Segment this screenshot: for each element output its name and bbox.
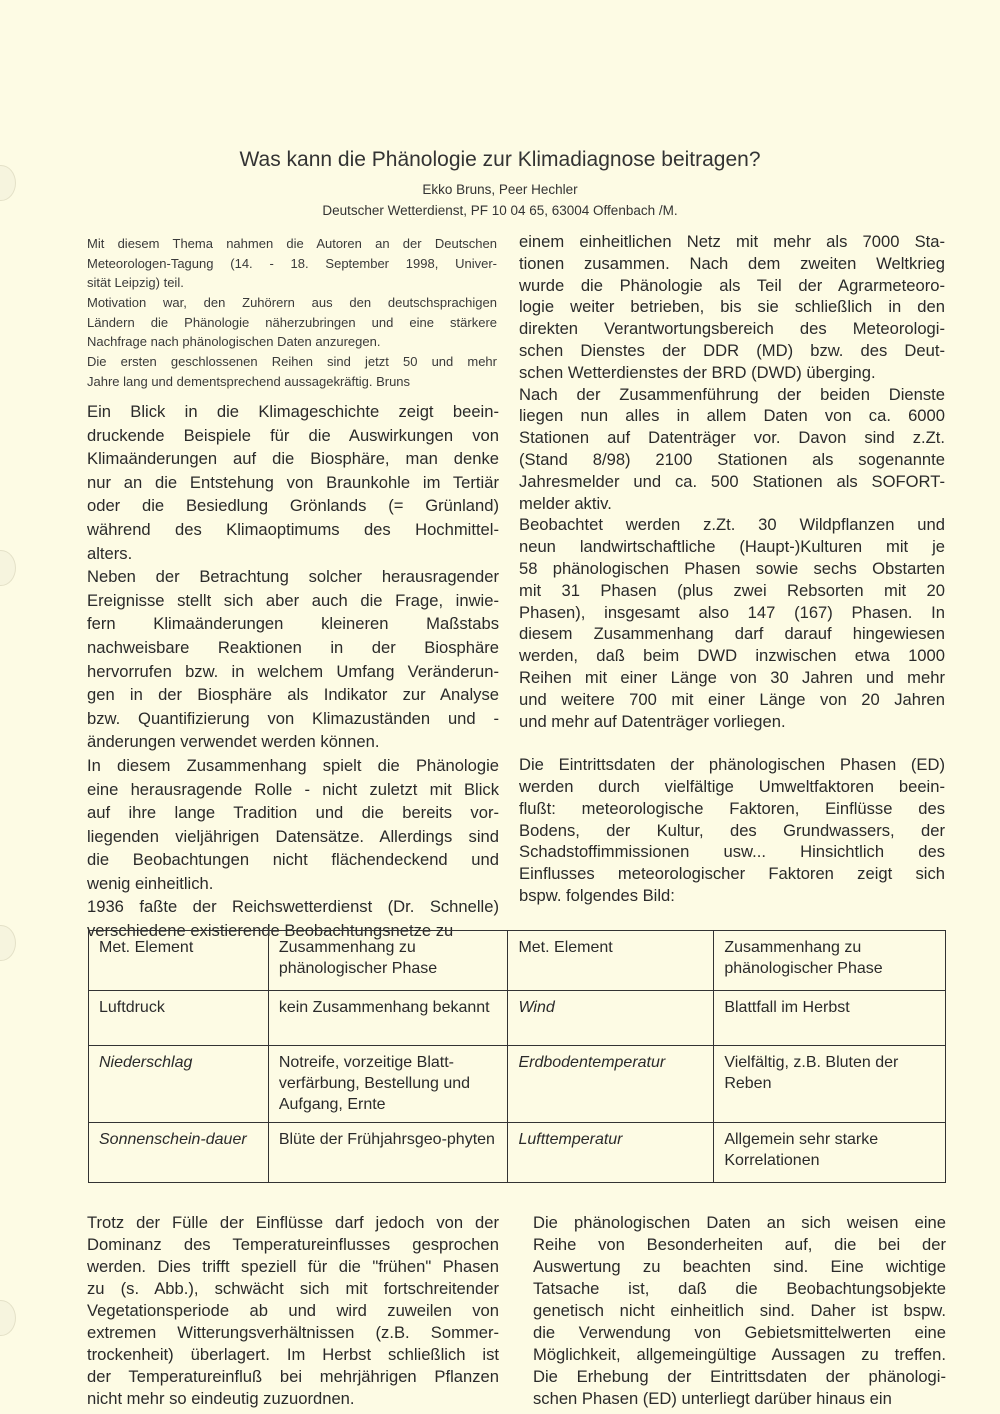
text-line: Die phänologischen Daten an sich weisen eine	[533, 1213, 946, 1232]
text-line: und mehr auf Datenträger vorliegen.	[519, 711, 786, 731]
table-cell: Niederschlag	[89, 1046, 269, 1123]
text-line: Auswertung zu beachten sind. Eine wichtige	[533, 1257, 946, 1276]
text-line: nachweisbare Reaktionen in der Biosphäre	[87, 637, 499, 657]
text-line: Reihe von Besonderheiten auf, die bei der	[533, 1235, 946, 1254]
text-line: änderungen verwendet werden können.	[87, 732, 380, 752]
bottom-right-column	[533, 1212, 946, 1410]
text-line: sität Leipzig) teil.	[87, 275, 184, 291]
table-header: Zusammenhang zu phänologischer Phase	[268, 931, 508, 991]
text-line: Dominanz des Temperatureinflusses gesprochen	[87, 1235, 499, 1254]
text-line: alters.	[87, 543, 133, 563]
text-line: wurde die Phänologie als Teil der Agrarmeteoro-	[519, 275, 945, 295]
text-line: Nach der Zusammenführung der beiden Dienste	[519, 384, 945, 404]
bottom-left-column	[87, 1212, 499, 1410]
text-line: Nachfrage nach phänologischen Daten anzuregen.	[87, 334, 381, 350]
text-line: druckende Beispiele für die Auswirkungen von	[87, 425, 499, 445]
text-line: Die Erhebung der Eintrittsdaten der phänologi-	[533, 1367, 946, 1386]
text-line: mit 31 Phasen (plus zwei Rebsorten mit 20	[519, 580, 945, 600]
table-cell: Erdbodentemperatur	[508, 1046, 714, 1123]
text-line: einem einheitlichen Netz mit mehr als 7000 Sta-	[519, 232, 945, 251]
text-line: Stationen auf Datenträger vor. Davon sind z.Zt.	[519, 428, 945, 448]
table-cell: Notreife, vorzeitige Blatt-verfärbung, Bestellung und Aufgang, Ernte	[268, 1046, 508, 1123]
text-line: Motivation war, den Zuhörern aus den deutschsprachigen	[87, 295, 497, 311]
text-line: tionen zusammen. Nach dem zweiten Weltkrieg	[519, 253, 945, 273]
text-line: Reihen mit einer Länge von 30 Jahren und mehr	[519, 667, 945, 687]
text-line: Tatsache ist, daß die Beobachtungsobjekte	[533, 1279, 946, 1298]
table-header: Zusammenhang zu phänologischer Phase	[714, 931, 946, 991]
text-line: schen Phasen (ED) unterliegt darüber hinaus ein	[533, 1389, 892, 1408]
text-line: der Temperatureinfluß bei mehrjährigen Pflanzen	[87, 1367, 499, 1386]
table-header-row	[89, 931, 946, 991]
text-line: 58 phänologischen Phasen sowie sechs Obstarten	[519, 558, 945, 578]
text-line: Phasen), insgesamt also 147 (167) Phasen. In	[519, 602, 945, 622]
text-line: Jahre lang und dementsprechend aussagekräftig. Bruns	[87, 373, 411, 389]
right-column	[519, 231, 945, 907]
text-line: verschiedene existierende Beobachtungsnetze zu	[87, 921, 454, 941]
text-line: Beobachtet werden z.Zt. 30 Wildpflanzen und	[519, 515, 945, 535]
text-line: liegen nun alles in allem Daten von ca. 6000	[519, 406, 945, 426]
text-line: Die ersten geschlossenen Reihen sind jetzt 50 und mehr	[87, 354, 497, 370]
text-line: schen Dienstes der DDR (MD) bzw. des Deut-	[519, 340, 945, 360]
text-line: trockenheit) überlagert. Im Herbst schließlich ist	[87, 1345, 499, 1364]
text-line: (Stand 8/98) 2100 Stationen als sogenannte	[519, 449, 945, 469]
text-line: extremen Witterungsverhältnissen (z.B. Sommer-	[87, 1323, 499, 1342]
text-line: Vegetationsperiode ab und wird zuweilen von	[87, 1301, 499, 1320]
table-cell: Sonnenschein-dauer	[89, 1123, 269, 1183]
text-line: Ereignisse stellt sich aber auch die Frage, inwie-	[87, 590, 499, 610]
text-line: neun landwirtschaftliche (Haupt-)Kulturen mit je	[519, 537, 945, 557]
text-line: auf ihre lange Tradition und die bereits vor-	[87, 803, 499, 823]
table-header: Met. Element	[508, 931, 714, 991]
table-cell: Wind	[508, 991, 714, 1046]
text-line: flußt: meteorologische Faktoren, Einflüsse des	[519, 798, 945, 818]
text-line: Ländern die Phänologie näherzubringen und eine stärkere	[87, 314, 497, 330]
text-line: werden, daß beim DWD inzwischen etwa 1000	[519, 646, 945, 666]
text-line: In diesem Zusammenhang spielt die Phänologie	[87, 755, 499, 775]
text-line: werden durch vielfältige Umweltfaktoren beein-	[519, 776, 945, 796]
text-line: hervorrufen bzw. in welchem Umfang Veränderun-	[87, 661, 499, 681]
text-line: Jahresmelder und ca. 500 Stationen als SOFORT-	[519, 471, 945, 491]
text-line: Meteorologen-Tagung (14. - 18. September 1998, Univer-	[87, 255, 497, 271]
institution: Deutscher Wetterdienst, PF 10 04 65, 63004 Offenbach /M.	[322, 203, 678, 218]
text-line: Bodens, der Kultur, des Grundwassers, der	[519, 820, 945, 840]
text-line: werden. Dies trifft speziell für die "frühen" Phasen	[87, 1257, 499, 1276]
text-line: nur an die Entstehung von Braunkohle im Tertiär	[87, 472, 499, 492]
table-cell: Luftdruck	[89, 991, 269, 1046]
table-cell: Allgemein sehr starke Korrelationen	[714, 1123, 946, 1183]
text-line: liegenden vieljährigen Datensätze. Allerdings sind	[87, 826, 499, 846]
text-line: zu (s. Abb.), schwächt sich mit fortschreitender	[87, 1279, 499, 1298]
authors: Ekko Bruns, Peer Hechler	[422, 182, 578, 197]
punch-hole	[0, 925, 16, 961]
punch-hole	[0, 550, 16, 586]
text-line: fern Klimaänderungen kleineren Maßstabs	[87, 614, 499, 634]
text-line: die Verwendung von Gebietsmittelwerten eine	[533, 1323, 946, 1342]
table-cell: Blattfall im Herbst	[714, 991, 946, 1046]
abstract	[87, 234, 497, 392]
text-line: logie weiter betrieben, bis sie schließlich in den	[519, 297, 945, 317]
meteorological-elements-table	[88, 930, 946, 1183]
text-line: genetisch nicht einheitlich sind. Daher ist bspw.	[533, 1301, 946, 1320]
table-cell: kein Zusammenhang bekannt	[268, 991, 508, 1046]
table-row	[89, 1123, 946, 1183]
table-cell: Blüte der Frühjahrsgeo-phyten	[268, 1123, 508, 1183]
text-line: Schadstoffimmissionen usw... Hinsichtlich des	[519, 842, 945, 862]
table-row	[89, 1046, 946, 1123]
table-header: Met. Element	[89, 931, 269, 991]
punch-hole	[0, 1300, 16, 1336]
text-line: Möglichkeit, allgemeingültige Aussagen zu treffen.	[533, 1345, 946, 1364]
text-line: Neben der Betrachtung solcher herausragender	[87, 567, 499, 587]
table-row	[89, 991, 946, 1046]
text-line: 1936 faßte der Reichswetterdienst (Dr. Schnelle)	[87, 897, 499, 917]
text-line: Einflusses meteorologischer Faktoren zeigt sich	[519, 864, 945, 884]
text-line: bspw. folgendes Bild:	[519, 885, 675, 905]
text-line: gen in der Biosphäre als Indikator zur Analyse	[87, 685, 499, 705]
text-line: Mit diesem Thema nahmen die Autoren an der Deutschen	[87, 236, 497, 251]
text-line: während des Klimaoptimums des Hochmittel-	[87, 519, 499, 539]
text-line: die Beobachtungen nicht flächendeckend und	[87, 850, 499, 870]
text-line: Die Eintrittsdaten der phänologischen Phasen (ED)	[519, 755, 945, 775]
text-line: und weitere 700 mit einer Länge von 20 Jahren	[519, 689, 945, 709]
table-cell: Vielfältig, z.B. Bluten der Reben	[714, 1046, 946, 1123]
text-line: wenig einheitlich.	[87, 873, 214, 893]
text-line: Ein Blick in die Klimageschichte zeigt beein-	[87, 402, 499, 421]
text-line: direkten Verantwortungsbereich des Meteorologi-	[519, 319, 945, 339]
left-column	[87, 400, 499, 943]
text-line	[519, 732, 945, 754]
text-line: oder die Besiedlung Grönlands (= Grünland)	[87, 496, 499, 516]
text-line: schen Wetterdienstes der BRD (DWD) überging.	[519, 362, 876, 382]
article-title: Was kann die Phänologie zur Klimadiagnose beitragen?	[239, 148, 761, 171]
table-cell: Lufttemperatur	[508, 1123, 714, 1183]
text-line: melder aktiv.	[519, 493, 612, 513]
text-line: Trotz der Fülle der Einflüsse darf jedoch von der	[87, 1213, 499, 1232]
text-line: nicht mehr so eindeutig zuzuordnen.	[87, 1389, 355, 1408]
text-line: diesem Zusammenhang darf darauf hingewiesen	[519, 624, 945, 644]
text-line: eine herausragende Rolle - nicht zuletzt mit Blick	[87, 779, 499, 799]
text-line: Klimaänderungen auf die Biosphäre, man denke	[87, 449, 499, 469]
text-line: bzw. Quantifizierung von Klimazuständen und -	[87, 708, 499, 728]
